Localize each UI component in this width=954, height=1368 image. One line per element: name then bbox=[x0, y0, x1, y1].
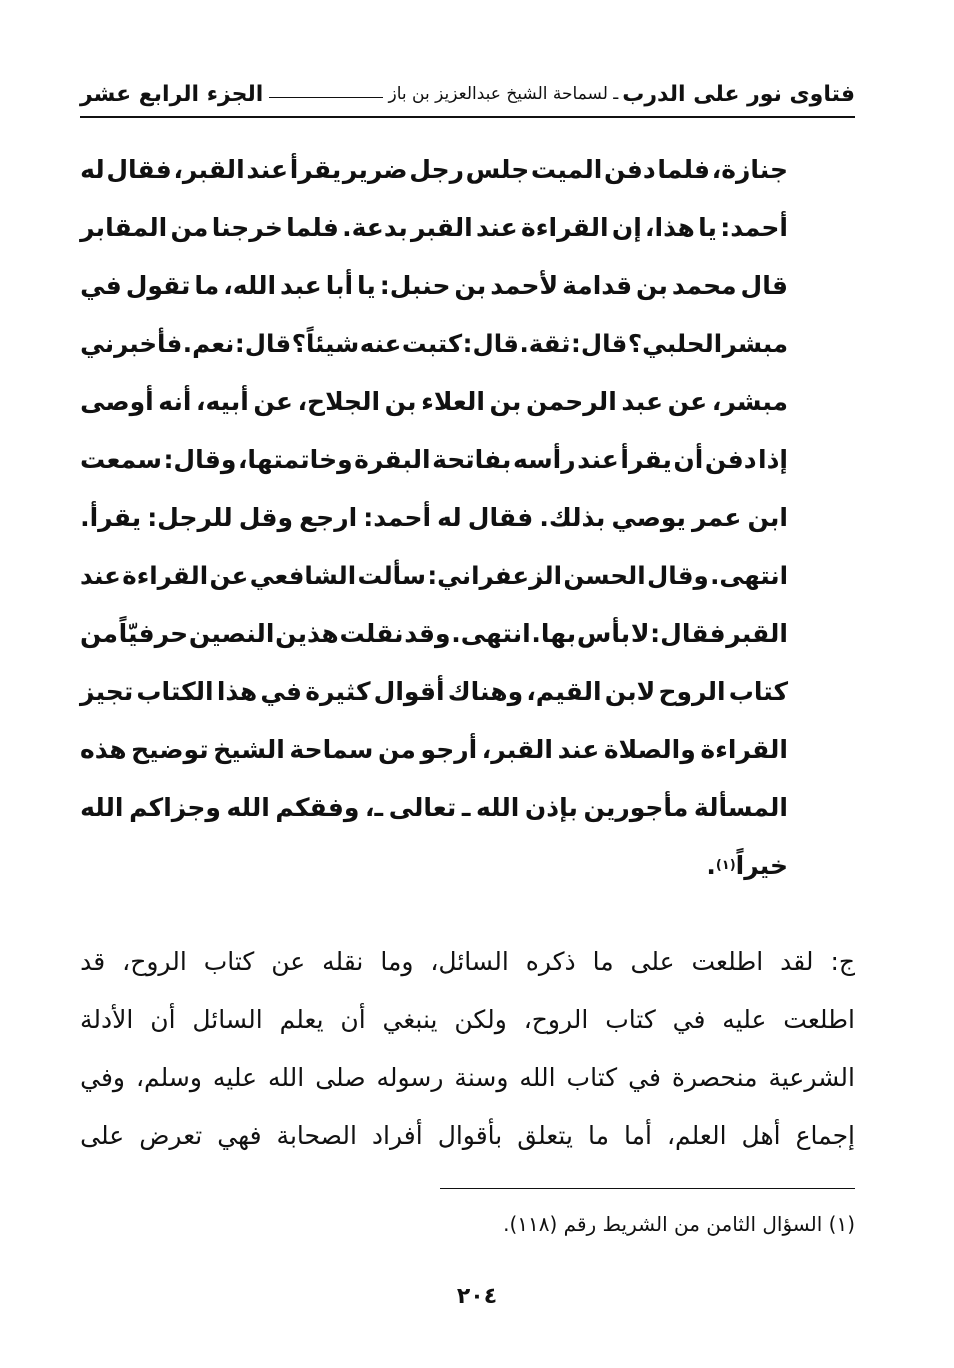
question-line: جنازة، فلما دفن الميت جلس رجل ضرير يقرأ عند القبر، فقال له bbox=[80, 155, 788, 184]
book-title: فتاوى نور على الدرب bbox=[622, 81, 855, 107]
question-line: انتهى. وقال الحسن الزعفراني: سألت الشافعي عن القراءة عند bbox=[80, 561, 788, 590]
question-last-word: خيراً bbox=[735, 851, 788, 880]
question-line: كتاب الروح لابن القيم، وهناك أقوال كثيرة في هذا الكتاب تجيز bbox=[80, 677, 788, 706]
question-line: إذا دفن أن يقرأ عند رأسه بفاتحة البقرة وخاتمتها، وقال: سمعت bbox=[80, 445, 788, 474]
answer-line: إجماع أهل العلم، أما ما يتعلق بأقوال أفراد الصحابة فهي تعرض على bbox=[80, 1121, 855, 1150]
question-line: المسألة مأجورين بإذن الله ـ تعالى ـ، وفقكم الله وجزاكم الله bbox=[80, 793, 788, 822]
question-line: ابن عمر يوصي بذلك. فقال له أحمد: ارجع وقل للرجل: يقرأ. bbox=[80, 503, 788, 532]
header-divider bbox=[80, 116, 855, 118]
footnote: (١) السؤال الثامن من الشريط رقم (١١٨). bbox=[503, 1212, 855, 1236]
answer-line: ج: لقد اطلعت على ما ذكره السائل، وما نقله عن كتاب الروح، قد bbox=[80, 947, 855, 976]
answer-block bbox=[80, 936, 855, 1168]
question-line: قال محمد بن قدامة لأحمد بن حنبل: يا أبا عبد الله، ما تقول في bbox=[80, 271, 788, 300]
question-line: مبشر، عن عبد الرحمن بن العلاء بن الجلاح، عن أبيه، أنه أوصى bbox=[80, 387, 788, 416]
header-dash-rule bbox=[269, 97, 382, 98]
question-line: مبشر الحلبي؟ قال: ثقة. قال: كتبت عنه شيئاً؟ قال: نعم. فأخبرني bbox=[80, 329, 788, 358]
question-line: القبر فقال: لا بأس بها. انتهى. وقد نقلت هذين النصين حرفيّاً من bbox=[80, 619, 788, 648]
author-name: ـ لسماحة الشيخ عبدالعزيز بن باز bbox=[388, 84, 619, 104]
answer-line: اطلعت عليه في كتاب الروح، ولكن ينبغي أن يعلم السائل أن الأدلة bbox=[80, 1005, 855, 1034]
footnote-reference[interactable]: (١) bbox=[715, 858, 736, 873]
answer-line: الشرعية منحصرة في كتاب الله وسنة رسوله صلى الله عليه وسلم، وفي bbox=[80, 1063, 855, 1092]
question-last-line bbox=[80, 840, 788, 898]
question-line: أحمد: يا هذا، إن القراءة عند القبر بدعة. فلما خرجنا من المقابر bbox=[80, 213, 788, 242]
footnote-divider bbox=[440, 1188, 855, 1189]
page-number: ٢٠٤ bbox=[456, 1284, 498, 1309]
running-header bbox=[80, 78, 855, 110]
question-end-period: . bbox=[706, 851, 716, 880]
volume-part: الجزء الرابع عشر bbox=[80, 81, 264, 107]
question-block bbox=[80, 144, 788, 898]
question-line: القراءة والصلاة عند القبر، أرجو من سماحة الشيخ توضيح هذه bbox=[80, 735, 788, 764]
